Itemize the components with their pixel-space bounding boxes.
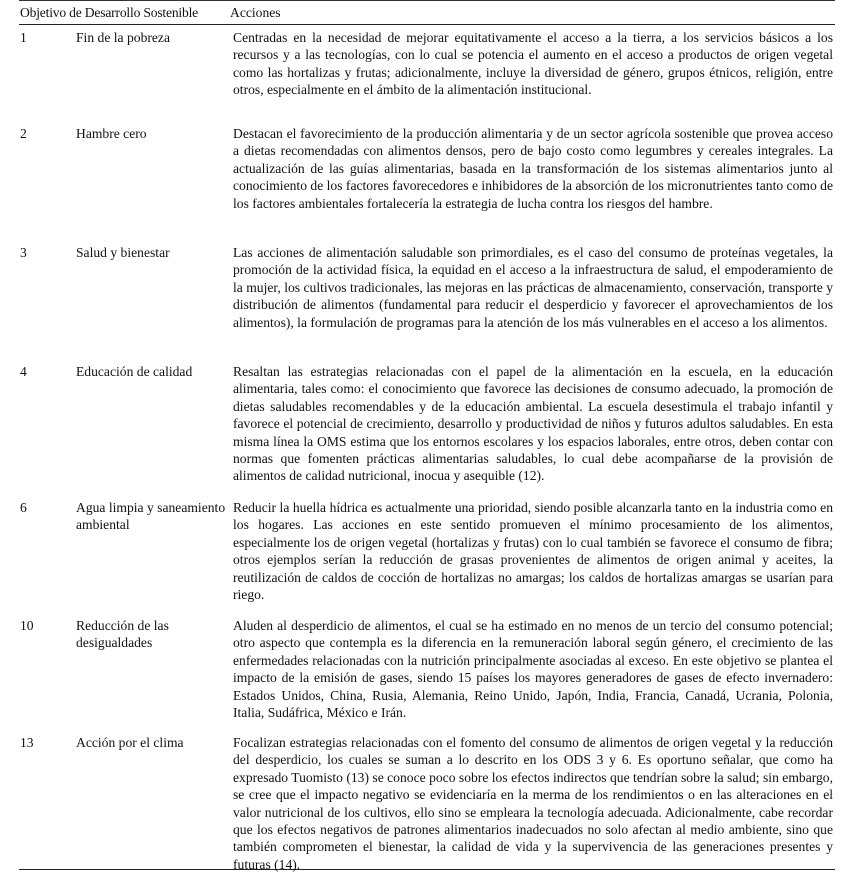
- row-objective: Hambre cero: [76, 126, 147, 141]
- row-objective: Acción por el clima: [76, 735, 184, 750]
- row-number: 2: [20, 126, 27, 141]
- ods-actions-table: [19, 0, 835, 870]
- header-objective: Objetivo de Desarrollo Sostenible: [20, 4, 199, 20]
- row-objective: Fin de la pobreza: [76, 30, 170, 45]
- row-number: 4: [20, 364, 27, 379]
- table-row: [19, 495, 835, 613]
- row-objective: Educación de calidad: [76, 364, 193, 379]
- table-row: [19, 613, 835, 730]
- row-actions: Centradas en la necesidad de mejorar equitativamente el acceso a la tierra, a los servicios básicos a los recursos y a las tecnologías, con lo cual se potencia el aumento en el acceso a productos de origen vegetal como las hortalizas y frutas; adicionalmente, incluye la diversidad de género, grupos étnicos, religión, entre otros, especialmente en el ámbito de la alimentación institucional.: [233, 30, 833, 98]
- row-actions: Reducir la huella hídrica es actualmente una prioridad, siendo posible alcanzarla tanto en la industria como en los hogares. Las acciones en este sentido promueven el mínimo procesamiento de los alimentos, especialmente los de origen vegetal (hortalizas y frutas) con lo cual también se favorece el consumo de fibra; otros ejemplos serían la reducción de grasas provenientes de alimentos de origen animal y aceites, la reutilización de caldos de cocción de hortalizas no amargas; los caldos de hortalizas amargas se usarían para riego.: [233, 500, 833, 603]
- row-number: 3: [20, 245, 27, 260]
- table-row: [19, 240, 835, 359]
- table-row: [19, 25, 835, 121]
- row-number: 10: [20, 618, 34, 633]
- row-actions: Resaltan las estrategias relacionadas con el papel de la alimentación en la escuela, en la educación alimentaria, tales como: el conocimiento que favorece las decisiones de consumo adecuado, la promoción de dietas saludables recomendables y de la educación ambiental. La escuela desestimula el trabajo infantil y favorece el potencial de crecimiento, desarrollo y productividad de niños y futuros adultos saludables. En esta misma línea la OMS estima que los entornos escolares y los espacios laborales, entre otros, deben contar con normas que fomenten prácticas alimentarias saludables, lo cual debe acompañarse de la provisión de alimentos de calidad nutricional, inocua y asequible (12).: [233, 364, 833, 484]
- header-actions: Acciones: [230, 4, 281, 20]
- table-row: [19, 359, 835, 495]
- row-objective: Reducción de las desigualdades: [76, 618, 169, 651]
- row-objective: Salud y bienestar: [76, 245, 170, 260]
- table-row: [19, 121, 835, 240]
- table-row: [19, 730, 835, 872]
- row-actions: Focalizan estrategias relacionadas con el fomento del consumo de alimentos de origen vegetal y la reducción del desperdicio, los cuales se suman a lo descrito en los ODS 3 y 6. Es oportuno señalar, que como ha expresado Tuomisto (13) se conoce poco sobre los efectos indirectos que tendrían sobre la salud; sin embargo, se cree que el impacto negativo se evidenciaría en la merma de los rendimientos o en las alteraciones en el valor nutricional de los cultivos, ello sino se empleara la tecnología adecuada. Adicionalmente, cabe recordar que los efectos negativos de patrones alimentarios inadecuados no solo afectan al medio ambiente, sino que también comprometen el bienestar, la calidad de vida y la supervivencia de las generaciones presentes y futuras (14).: [233, 735, 833, 872]
- row-actions: Las acciones de alimentación saludable son primordiales, es el caso del consumo de proteínas vegetales, la promoción de la actividad física, la equidad en el acceso a la infraestructura de salud, el empoderamiento de la mujer, los cultivos tradicionales, las mejoras en las prácticas de almacenamiento, conservación, transporte y distribución de alimentos (fundamental para reducir el desperdicio y favorecer el aprovechamientos de los alimentos), la formulación de programas para la atención de los más vulnerables en el acceso a los alimentos.: [233, 245, 833, 330]
- row-actions: Destacan el favorecimiento de la producción alimentaria y de un sector agrícola sostenible que provea acceso a dietas recomendadas con alimentos densos, pero de bajo costo como legumbres y cereales integrales. La actualización de las guías alimentarias, basada en la transformación de los sistemas alimentarios junto al conocimiento de los factores favorecedores e inhibidores de la absorción de los micronutrientes tanto como de los factores ambientales fortalecería la estrategia de lucha contra los riesgos del hambre.: [233, 126, 833, 211]
- row-number: 13: [20, 735, 34, 750]
- row-number: 6: [20, 500, 27, 515]
- row-number: 1: [20, 30, 27, 45]
- row-actions: Aluden al desperdicio de alimentos, el cual se ha estimado en no menos de un tercio del consumo potencial; otro aspecto que contempla es la diferencia en la remuneración laboral según género, el crecimiento de las enfermedades relacionadas con la nutrición principalmente asociadas al exceso. En este objetivo se plantea el impacto de la emisión de gases, siendo 15 países los mayores generadores de gases de efecto invernadero: Estados Unidos, China, Rusia, Alemania, Reino Unido, Japón, India, Francia, Canadá, Ucrania, Polonia, Italia, Sudáfrica, México e Irán.: [233, 618, 833, 721]
- table-bottom-rule: [19, 869, 835, 870]
- table-header: [19, 1, 835, 24]
- row-objective: Agua limpia y saneamiento ambiental: [76, 500, 226, 533]
